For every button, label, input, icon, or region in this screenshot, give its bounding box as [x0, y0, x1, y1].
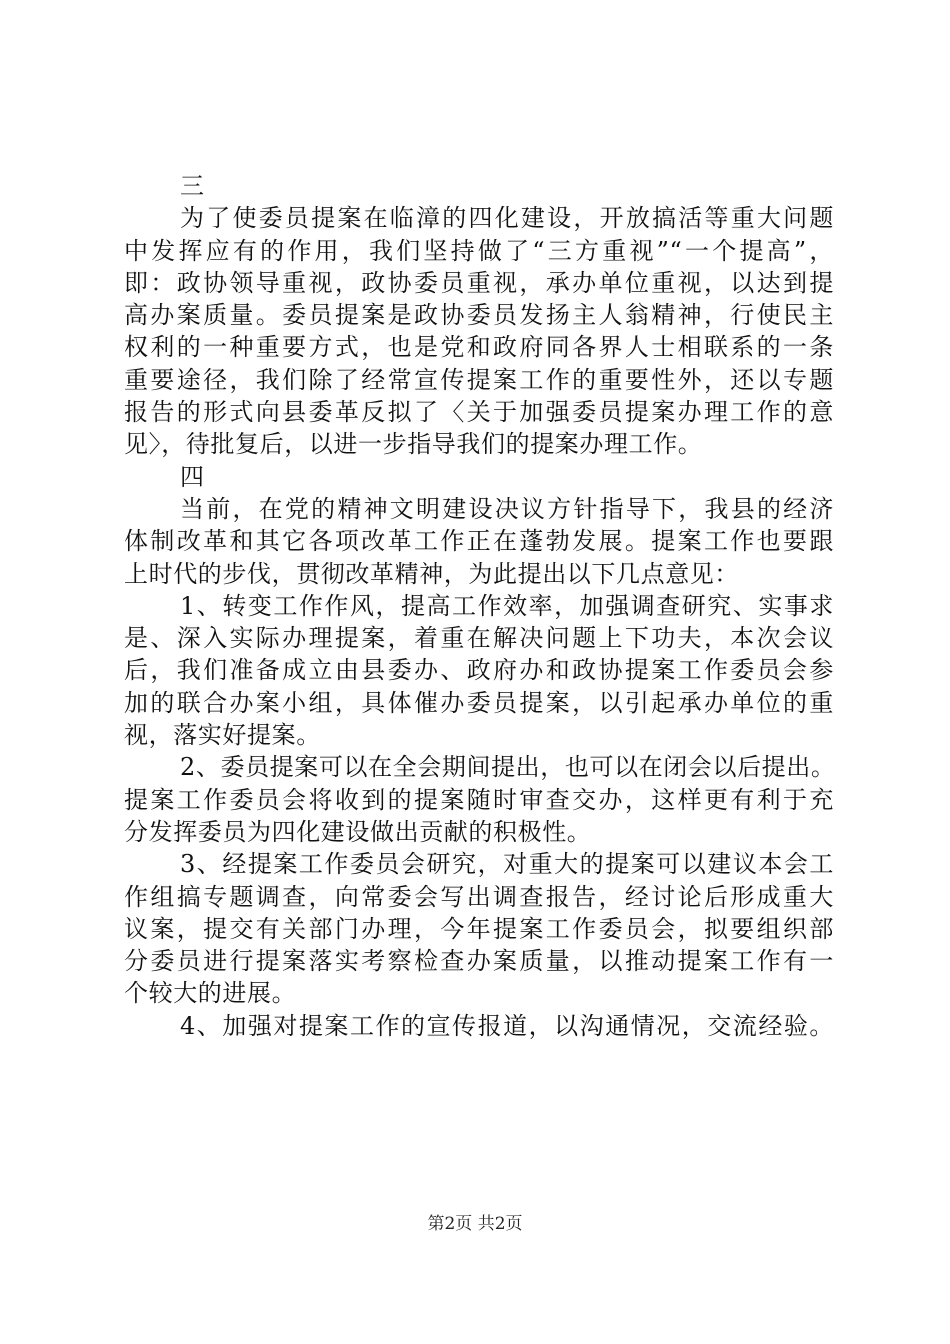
text-line: 重要途径，我们除了经常宣传提案工作的重要性外，还以专题 — [124, 365, 834, 394]
text-line: 为了使委员提案在临漳的四化建设，开放搞活等重大问题 — [180, 204, 834, 233]
text-line: 1、转变工作作风，提高工作效率，加强调查研究、实事求 — [180, 591, 834, 620]
text-line: 议案，提交有关部门办理，今年提案工作委员会，拟要组织部 — [124, 914, 834, 943]
text-line: 上时代的步伐，贯彻改革精神，为此提出以下几点意见： — [124, 559, 739, 588]
text-line: 见〉，待批复后，以进一步指导我们的提案办理工作。 — [124, 430, 703, 459]
text-line: 视，落实好提案。 — [124, 721, 321, 750]
text-line: 是、深入实际办理提案，着重在解决问题上下功夫，本次会议 — [124, 624, 834, 653]
page-footer: 第2页 共2页 — [427, 1214, 523, 1234]
text-line: 体制改革和其它各项改革工作正在蓬勃发展。提案工作也要跟 — [124, 527, 834, 556]
text-line: 四 — [180, 462, 205, 491]
text-line: 分发挥委员为四化建设做出贡献的积极性。 — [124, 817, 592, 846]
text-line: 当前，在党的精神文明建设决议方针指导下，我县的经济 — [180, 494, 834, 523]
text-line: 作组搞专题调查，向常委会写出调查报告，经讨论后形成重大 — [124, 882, 834, 911]
text-line: 高办案质量。委员提案是政协委员发扬主人翁精神，行使民主 — [124, 301, 834, 330]
text-line: 即：政协领导重视，政协委员重视，承办单位重视，以达到提 — [124, 268, 834, 297]
text-line: 加的联合办案小组，具体催办委员提案，以引起承办单位的重 — [124, 688, 834, 717]
text-line: 提案工作委员会将收到的提案随时审查交办，这样更有利于充 — [124, 785, 834, 814]
text-line: 3、经提案工作委员会研究，对重大的提案可以建议本会工 — [180, 850, 834, 879]
text-line: 报告的形式向县委革反拟了〈关于加强委员提案办理工作的意 — [124, 398, 834, 427]
text-line: 2、委员提案可以在全会期间提出，也可以在闭会以后提出。 — [180, 753, 836, 782]
document-body — [124, 170, 834, 1042]
text-line: 后，我们准备成立由县委办、政府办和政协提案工作委员会参 — [124, 656, 834, 685]
text-line: 个较大的进展。 — [124, 979, 297, 1008]
text-line: 4、加强对提案工作的宣传报道，以沟通情况，交流经验。 — [180, 1011, 834, 1040]
text-line: 中发挥应有的作用，我们坚持做了“三方重视”“一个提高”， — [124, 236, 834, 265]
text-line: 三 — [180, 172, 205, 200]
text-line: 权利的一种重要方式，也是党和政府同各界人士相联系的一条 — [124, 333, 834, 362]
text-line: 分委员进行提案落实考察检查办案质量，以推动提案工作有一 — [124, 947, 834, 976]
